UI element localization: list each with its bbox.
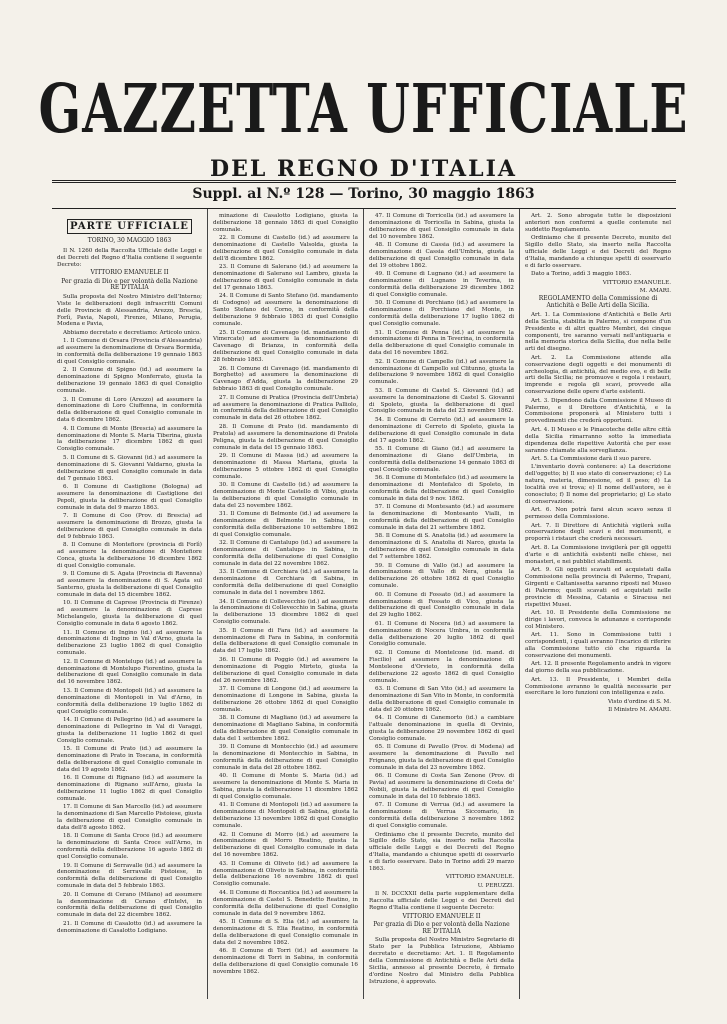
paragraph: 42. Il Comune di Morro (id.) ad assumere la denominazione di Morro Reatino, giusta la deliberazione di quel Consiglio comunale in data del 16 novembre 1862.: [213, 831, 358, 859]
paragraph: 1. Il Comune di Orsara (Provincia d'Alessandria) ad assumere la denominazione di Orsara Bormida, in conformità della deliberazione 19 gennaio 1863 di quel Consiglio comunale.: [57, 338, 202, 365]
paragraph: 44. Il Comune di Roccantica (id.) ad assumere la denominazione di Castel S. Benedetto Reatino, in conformità della deliberazione di quel Consiglio comunale in data del 9 novembre 1862.: [213, 889, 358, 917]
decree-items: [369, 213, 514, 873]
paragraph: Art. 2. Sono abrogate tutte le disposizioni anteriori non conformi a quelle contenute nel suddetto Regolamento.: [525, 213, 671, 233]
paragraph: Art. 3. Dipendono dalla Commissione il Museo di Palermo, e il Direttore d'Antichità, e la Commissione proponerà al Ministero tutti i provvedimenti che crederà opportuni.: [525, 397, 671, 425]
paragraph: 48. Il Comune di Cassia (id.) ad assumere la denominazione di Cassia dell'Umbria, giusta la deliberazione di quel Consiglio comunale in data del 19 ottobre 1862.: [369, 242, 514, 269]
paragraph: Art. 6. Non potrà farsi alcun scavo senza il permesso della Commissione.: [525, 507, 671, 521]
paragraph: 65. Il Comune di Pavullo (Prov. di Modena) ad assumere la denominazione di Pavullo nel Frignano, giusta la deliberazione di quel Consiglio comunale in data del 23 novembre 1862.: [369, 744, 514, 771]
section-heading: PARTE UFFICIALE: [67, 219, 192, 234]
newspaper-subtitle: DEL REGNO D'ITALIA: [210, 156, 517, 182]
paragraph: 43. Il Comune di Oliveto (id.) ad assumere la denominazione di Oliveto in Sabina, in conformità della deliberazione 16 novembre 1862 di quel Consiglio comunale.: [213, 860, 358, 888]
paragraph: 2. Il Comune di Spigno (id.) ad assumere la denominazione di Spigno Monferrato, giusta la deliberazione 19 gennaio 1863 di quel Consiglio comunale.: [57, 367, 202, 395]
paragraph: 38. Il Comune di Magliano (id.) ad assumere la denominazione di Magliano Sabina, in conformità della deliberazione di quel Consiglio comunale in data del 1 settembre 1862.: [213, 715, 358, 742]
paragraph: 55. Il Comune di Giano (id.) ad assumere la denominazione di Giano dell'Umbria, in conformità della deliberazione 14 gennaio 1863 di quel Consiglio comunale.: [369, 446, 514, 473]
decree2-number: Il N. DCCXXII della parte supplementare della Raccolta ufficiale delle Leggi e dei Decreti del Regno d'Italia contiene il seguente Decreto:: [369, 891, 514, 912]
paragraph: 21. Il Comune di Casalotto (id.) ad assumere la denominazione di Casalotto Lodigiano.: [57, 920, 202, 934]
paragraph: Art. 11. Sono in Commissione tutti i corrispondenti, i quali avranno l'incarico di riferire alla Commissione tutto ciò che riguarda la conservazione dei monumenti.: [525, 632, 671, 659]
paragraph: 27. Il Comune di Pratica (Provincia dell'Umbria) ad assumere la denominazione di Pratica Palliolo, in conformità della deliberazione di quel Consiglio comunale in data del 26 ottobre 1862.: [213, 394, 358, 422]
decree-number: Il N. 1260 della Raccolta Ufficiale delle Leggi e dei Decreti del Regno d'Italia contiene il seguente Decreto:: [57, 247, 202, 268]
column-2: [208, 209, 364, 999]
paragraph: Art. 9. Gli oggetti scavati ed acquistati dalla Commissione nella provincia di Palermo, Trapani, Girgenti e Caltanissetta saranno riposti nel Museo di Palermo; quelli scavati ed acquistati nelle provincie di Messina, Catania e Siracusa nei rispettivi Musei.: [525, 567, 671, 608]
paragraph: Art. 2. La Commissione attende alla conservazione degli oggetti e dei monumenti di archeologia, di antichità, del medio evo, e di belle arti della Sicilia; ne promuove e regola i restauri, imprende e regola gli scavi, provvede alla conservazione delle opere d'arte esistenti.: [525, 354, 671, 396]
decree2-king: VITTORIO EMANUELE II: [402, 912, 481, 920]
paragraph: 15. Il Comune di Prato (id.) ad assumere la denominazione di Prato in Toscana, in conformità della deliberazione di quel Consiglio comunale in data del 19 agosto 1862.: [57, 746, 202, 773]
paragraph: Art. 13. Il Presidente, i Membri della Commissione avranno le qualità necessarie per esercitare le loro funzioni con intelligenza e zelo.: [525, 676, 671, 697]
closing-line-2: Il Ministro M. AMARI.: [608, 707, 671, 714]
paragraph: 3. Il Comune di Loro (Arezzo) ad assumere la denominazione di Loro Ciuffenna, in conformità della deliberazione di quel Consiglio comunale in data 6 dicembre 1862.: [57, 396, 202, 424]
king-signature: VITTORIO EMANUELE.: [602, 279, 671, 286]
paragraph: Ordiniamo che il presente Decreto, munito del Sigillo dello Stato, sia inserto nella Raccolta ufficiale delle Leggi e dei Decreti del Regno d'Italia, mandando a chiunque spetti di osservarlo e di farlo osservare. Dato in Torino addì 29 marzo 1863.: [369, 831, 514, 873]
paragraph: 49. Il Comune di Lugnano (id.) ad assumere la denominazione di Lugnano in Teverina, in conformità della deliberazione 29 dicembre 1862 di quel Consiglio comunale.: [369, 271, 514, 298]
column-1: [52, 209, 208, 999]
paragraph: 52. Il Comune di Campello (id.) ad assumere la denominazione di Campello sul Clitunno, giusta la deliberazione 9 novembre 1862 di quel Consiglio comunale.: [369, 358, 514, 386]
paragraph: 6. Il Comune di Castiglione (Bologna) ad assumere la denominazione di Castiglione dei Pepoli, giusta la deliberazione di quel Consiglio comunale in data del 9 marzo 1863.: [57, 483, 202, 511]
paragraph: minazione di Casalotto Lodigiano, giusta la deliberazione 18 gennaio 1863 di quel Consiglio comunale.: [213, 213, 358, 233]
paragraph: 35. Il Comune di Fara (id.) ad assumere la denominazione di Fara in Sabina, in conformità della deliberazione di quel Consiglio comunale in data del 17 luglio 1862.: [213, 627, 358, 655]
paragraph: 33. Il Comune di Cerchiara (id.) ad assumere la denominazione di Cerchiara di Sabina, in conformità della deliberazione di quel Consiglio comunale in data del 1 novembre 1862.: [213, 569, 358, 597]
paragraph: Ordiniamo che il presente Decreto, munito del Sigillo dello Stato, sia inserto nella Raccolta ufficiale delle Leggi e dei Decreti del Regno d'Italia, mandando a chiunque spetti di osservarlo e di farlo osservare.: [525, 235, 671, 269]
paragraph: Art. 1. La Commissione d'Antichità e Belle Arti della Sicilia, stabilita in Palermo, si compone d'un Presidente e di altri quattro Membri, dei cinque componenti, tre saranno versati nell'antiquaria e nella memoria storica della Sicilia, due nella belle arti del disegno.: [525, 311, 671, 353]
paragraph: 39. Il Comune di Montecchio (id.) ad assumere la denominazione di Montecchio in Sabina, in conformità della deliberazione di quel Consiglio comunale in data del 28 ottobre 1862.: [213, 744, 358, 771]
paragraph: 32. Il Comune di Cantalupo (id.) ad assumere la denominazione di Cantalupo in Sabina, in conformità della deliberazione di quel Consiglio comunale in data del 22 novembre 1862.: [213, 540, 358, 567]
paragraph: 29. Il Comune di Massa (id.) ad assumere la denominazione di Massa Martana, giusta la deliberazione 5 ottobre 1862 di quel Consiglio comunale.: [213, 452, 358, 480]
countersignature: U. PERUZZI.: [477, 882, 514, 889]
paragraph: 64. Il Comune di Canemorto (id.) a cambiare l'attuale denominazione in quella di Orvinio, giusta la deliberazione 29 novembre 1862 di quel Consiglio comunale.: [369, 715, 514, 742]
decree2-text: Sulla proposta del Nostro Ministro Segretario di Stato per la Pubblica Istruzione, Abbiamo decretato e decretiamo: Art. 1. Il Regolamento della Commissione di Antichità e Belle Arti della Sicilia, annesso al presente Decreto, è firmato d'ordine Nostro dal Ministro della Pubblica Istruzione, è approvato.: [369, 937, 514, 985]
paragraph: 37. Il Comune di Longone (id.) ad assumere la denominazione di Longone in Sabina, giusta la deliberazione 26 ottobre 1862 di quel Consiglio comunale.: [213, 685, 358, 713]
paragraph: 61. Il Comune di Nocera (id.) ad assumere la denominazione di Nocera Umbra, in conformità della deliberazione 20 luglio 1862 di quel Consiglio comunale.: [369, 620, 514, 648]
paragraph: 53. Il Comune di Castel S. Giovanni (id.) ad assumere la denominazione di Castel S. Giovanni di Spoleto, giusta la deliberazione di quel Consiglio comunale in data del 23 novembre 1862.: [369, 387, 514, 415]
column-4: [520, 209, 676, 999]
decree-paras: [525, 213, 671, 278]
paragraph: 22. Il Comune di Castello (id.) ad assumere la denominazione di Castello Valsolda, giusta la deliberazione di quel Consiglio comunale in data dell'8 dicembre 1862.: [213, 235, 358, 262]
regulation-articles: [525, 312, 671, 698]
issue-line: Suppl. al N.º 128 — Torino, 30 maggio 1863: [192, 186, 535, 202]
paragraph: 13. Il Comune di Montopoli (id.) ad assumere la denominazione di Montopoli in Val d'Arno, in conformità della deliberazione 19 luglio 1862 di quel Consiglio comunale.: [57, 687, 202, 715]
paragraph: Art. 4. Il Museo e le Pinacoteche delle altre città della Sicilia rimarranno sotto la immediata dipendenza delle rispettive Autorità che per esse saranno chiamate alla sorveglianza.: [525, 426, 671, 454]
paragraph: 25. Il Comune di Cavenago (id. mandamento di Vimercate) ad assumere la denominazione di Cavenago di Brianza, in conformità della deliberazione di quel Consiglio comunale in data 28 febbraio 1863.: [213, 329, 358, 364]
dateline: TORINO, 30 MAGGIO 1863: [87, 237, 172, 244]
king-formula: Per grazia di Dio e per volontà della Nazione RE D'ITALIA: [61, 277, 198, 292]
paragraph: 51. Il Comune di Penna (id.) ad assumere la denominazione di Penna in Teverina, in conformità della deliberazione di quel Consiglio comunale in data del 16 novembre 1862.: [369, 329, 514, 357]
paragraph: 66. Il Comune di Costa San Zenone (Prov. di Pavia) ad assumere la denominazione di Costa de' Nobili, giusta la deliberazione di quel Consiglio comunale in data del 10 febbraio 1863.: [369, 773, 514, 800]
regulation-heading: REGOLAMENTO della Commissione di Antichità e Belle Arti della Sicilia.: [538, 295, 658, 310]
paragraph: Art. 10. Il Presidente della Commissione ne dirige i lavori, convoca le adunanze e corrisponde col Ministero.: [525, 609, 671, 630]
paragraph: 40. Il Comune di Monte S. Maria (id.) ad assumere la denominazione di Monte S. Maria in Sabina, giusta la deliberazione 11 dicembre 1862 di quel Consiglio comunale.: [213, 773, 358, 800]
paragraph: 67. Il Comune di Verrua (id.) ad assumere la denominazione di Verrua Siccomario, in conformità della deliberazione 3 novembre 1862 di quel Consiglio comunale.: [369, 802, 514, 830]
issue-rule: [52, 180, 676, 183]
paragraph: 26. Il Comune di Cavenago (id. mandamento di Borghetto) ad assumere la denominazione di Cavenago d'Adda, giusta la deliberazione 29 febbraio 1863 di quel Consiglio comunale.: [213, 365, 358, 393]
paragraph: 4. Il Comune di Monte (Brescia) ad assumere la denominazione di Monte S. Maria Tiberina, giusta la deliberazione 17 dicembre 1862 di quel Consiglio comunale.: [57, 425, 202, 453]
paragraph: 47. Il Comune di Torricella (id.) ad assumere la denominazione di Torricella in Sabina, giusta la deliberazione di quel Consiglio comunale in data del 10 novembre 1862.: [369, 213, 514, 240]
paragraph: 34. Il Comune di Collevecchio (id.) ad assumere la denominazione di Collevecchio in Sabina, giusta la deliberazione 15 dicembre 1862 di quel Consiglio comunale.: [213, 598, 358, 626]
decree2-formula: Per grazia di Dio e per volontà della Nazione RE D'ITALIA: [373, 920, 510, 935]
paragraph: 19. Il Comune di Serravalle (id.) ad assumere la denominazione di Serravalle Pistoiese, in conformità della deliberazione di quel Consiglio comunale in data del 5 febbraio 1863.: [57, 862, 202, 890]
paragraph: 10. Il Comune di Caprese (Provincia di Firenze) ad assumere la denominazione di Caprese Michelangelo, giusta la deliberazione di quel Consiglio comunale in data 6 agosto 1862.: [57, 600, 202, 628]
paragraph: Art. 8. La Commissione invigilerà per gli oggetti d'arte e di antichità esistenti nelle chiese, nei monasteri, e nei pubblici stabilimenti.: [525, 544, 671, 565]
paragraph: 36. Il Comune di Poggio (id.) ad assumere la denominazione di Poggio Mirteto, giusta la deliberazione di quel Consiglio comunale in data del 26 novembre 1862.: [213, 656, 358, 684]
paragraph: 17. Il Comune di San Marcello (id.) ad assumere la denominazione di San Marcello Pistoiese, giusta la deliberazione di quel Consiglio comunale in data dell'8 agosto 1862.: [57, 804, 202, 831]
paragraph: 11. Il Comune di Ingino (id.) ad assumere la denominazione di Ingino in Val d'Arno, giusta la deliberazione 23 luglio 1862 di quel Consiglio comunale.: [57, 629, 202, 657]
paragraph: 59. Il Comune di Vallo (id.) ad assumere la denominazione di Vallo di Nera, giusta la deliberazione 26 ottobre 1862 di quel Consiglio comunale.: [369, 562, 514, 590]
decreed-line: Abbiamo decretato e decretiamo: Articolo unico.: [63, 329, 201, 336]
paragraph: 12. Il Comune di Montelupo (id.) ad assumere la denominazione di Montelupo Fiorentino, giusta la deliberazione di quel Consiglio comunale in data del 16 novembre 1862.: [57, 658, 202, 686]
paragraph: 18. Il Comune di Santa Croce (id.) ad assumere la denominazione di Santa Croce sull'Arno, in conformità della deliberazione 16 agosto 1862 di quel Consiglio comunale.: [57, 833, 202, 861]
paragraph: 20. Il Comune di Cerano (Milano) ad assumere la denominazione di Cerano d'Intelvi, in conformità della deliberazione di quel Consiglio comunale in data del 22 dicembre 1862.: [57, 891, 202, 919]
paragraph: Art. 12. Il presente Regolamento andrà in vigore dal giorno della sua pubblicazione.: [525, 661, 671, 675]
paragraph: 58. Il Comune di S. Anatolia (id.) ad assumere la denominazione di S. Anatolia di Narco, giusta la deliberazione di quel Consiglio comunale in data del 7 settembre 1862.: [369, 533, 514, 561]
decree-items: [57, 338, 202, 934]
paragraph: 46. Il Comune di Torri (id.) ad assumere la denominazione di Torri in Sabina, in conformità della deliberazione di quel Consiglio comunale 16 novembre 1862.: [213, 948, 358, 975]
paragraph: 23. Il Comune di Salerano (id.) ad assumere la denominazione di Salerano sul Lambro, giusta la deliberazione di quel Consiglio comunale in data del 17 gennaio 1863.: [213, 264, 358, 292]
king-signature: VITTORIO EMANUELE.: [445, 874, 514, 881]
paragraph: 60. Il Comune di Fossato (id.) ad assumere la denominazione di Fossato di Vico, giusta la deliberazione di quel Consiglio comunale in data del 29 luglio 1862.: [369, 591, 514, 619]
paragraph: 57. Il Comune di Montesanto (id.) ad assumere la denominazione di Montesanto Vialli, in conformità della deliberazione di quel Consiglio comunale in data del 21 settembre 1862.: [369, 504, 514, 531]
paragraph: 50. Il Comune di Porchiano (id.) ad assumere la denominazione di Porchiano del Monte, in conformità della deliberazione 17 luglio 1862 di quel Consiglio comunale.: [369, 300, 514, 328]
paragraph: Art. 5. La Commissione darà il suo parere.: [531, 455, 652, 462]
paragraph: 5. Il Comune di S. Giovanni (id.) ad assumere la denominazione di S. Giovanni Valdarno, giusta la deliberazione di quel Consiglio comunale in data del 7 gennaio 1863.: [57, 454, 202, 482]
paragraph: 63. Il Comune di San Vito (id.) ad assumere la denominazione di San Vito in Monte, in conformità della deliberazione di quel Consiglio comunale in data del 20 ottobre 1862.: [369, 685, 514, 713]
paragraph: L'inventario dovrà contenere: a) La descrizione dell'oggetto; b) Il suo stato di conservazione; c) La natura, materia, dimensione, ed il peso; d) La località ove si trova; e) Il nome dell'autore, se è conosciuto; f) Il nome del proprietario; g) Lo stato di conservazione.: [525, 464, 671, 505]
decree-items: [213, 213, 358, 976]
paragraph: 41. Il Comune di Montopoli (id.) ad assumere la denominazione di Montopoli di Sabina, giusta la deliberazione 13 novembre 1862 di quel Consiglio comunale.: [213, 802, 358, 830]
paragraph: 31. Il Comune di Belmonte (id.) ad assumere la denominazione di Belmonte in Sabina, in conformità della deliberazione 10 settembre 1862 di quel Consiglio comunale.: [213, 511, 358, 538]
paragraph: 8. Il Comune di Montefiore (provincia di Forlì) ad assumere la denominazione di Montefiore Conca, giusta la deliberazione 16 dicembre 1862 di quel Consiglio comunale.: [57, 542, 202, 569]
countersignature: M. AMARI.: [639, 288, 671, 295]
paragraph: Art. 7. Il Direttore di Antichità vigilerà sulla conservazione degli scavi e dei monumenti, e proporrà i ristauri che crederà necessari.: [525, 522, 671, 543]
paragraph: 62. Il Comune di Montelcone (id. mand. di Fiscilio) ad assumere la denominazione di Monteleone d'Orvieto, in conformità della deliberazione 22 agosto 1862 di quel Consiglio comunale.: [369, 649, 514, 684]
paragraph: 45. Il Comune di S. Elia (id.) ad assumere la denominazione di S. Elia Reatino, in conformità della deliberazione di quel Consiglio comunale in data del 2 novembre 1862.: [213, 918, 358, 946]
paragraph: 28. Il Comune di Prato (id. mandamento di Pratola) ad assumere la denominazione di Pratola Peligna, giusta la deliberazione di quel Consiglio comunale in data del 15 gennaio 1863.: [213, 423, 358, 451]
masthead: [0, 70, 727, 182]
paragraph: 16. Il Comune di Rignano (id.) ad assumere la denominazione di Rignano sull'Arno, giusta la deliberazione 11 luglio 1862 di quel Consiglio comunale.: [57, 775, 202, 802]
paragraph: 7. Il Comune di Coo (Prov. di Brescia) ad assumere la denominazione di Brozzo, giusta la deliberazione di quel Consiglio comunale in data del 9 febbraio 1863.: [57, 513, 202, 540]
paragraph: 54. Il Comune di Cerreto (id.) ad assumere la denominazione di Cerreto di Spoleto, giusta la deliberazione di quel Consiglio comunale in data del 17 agosto 1862.: [369, 416, 514, 444]
newspaper-title: GAZZETTA UFFICIALE: [38, 68, 689, 149]
column-3: [364, 209, 520, 999]
paragraph: 9. Il Comune di S. Agata (Provincia di Ravenna) ad assumere la denominazione di S. Agata sul Santerno, giusta la deliberazione di quel Consiglio comunale in data del 15 dicembre 1862.: [57, 571, 202, 598]
paragraph: 14. Il Comune di Pellegrino (id.) ad assumere la denominazione di Pellegrino in Val di Varaggi, giusta la deliberazione 11 luglio 1862 di quel Consiglio comunale.: [57, 716, 202, 744]
paragraph: 24. Il Comune di Santo Stefano (id. mandamento di Codogno) ad assumere la denominazione di Santo Stefano del Corno, in conformità della deliberazione 9 febbraio 1863 di quel Consiglio comunale.: [213, 293, 358, 328]
paragraph: 30. Il Comune di Castello (id.) ad assumere la denominazione di Monte Castello di Vibio, giusta la deliberazione di quel Consiglio comunale in data del 23 novembre 1862.: [213, 482, 358, 509]
paragraph: Dato a Torino, addì 3 maggio 1863.: [531, 271, 632, 278]
preamble: Sulla proposta del Nostro Ministro dell'Interno; Viste le deliberazioni degli infrascritti Comuni delle Provincie di Alessandria, Arezzo, Brescia, Forlì, Pavia, Napoli, Firenze, Milano, Perugia, Modena e Pavia,: [57, 293, 202, 328]
paragraph: 56. Il Comune di Montefalco (id.) ad assumere la denominazione di Montefalco di Spoleto, in conformità della deliberazione di quel Consiglio comunale in data del 9 nov. 1862.: [369, 475, 514, 502]
closing-line-1: Visto d'ordine di S. M.: [607, 698, 671, 705]
article-columns: [52, 208, 676, 999]
king-name: VITTORIO EMANUELE II: [90, 269, 169, 277]
